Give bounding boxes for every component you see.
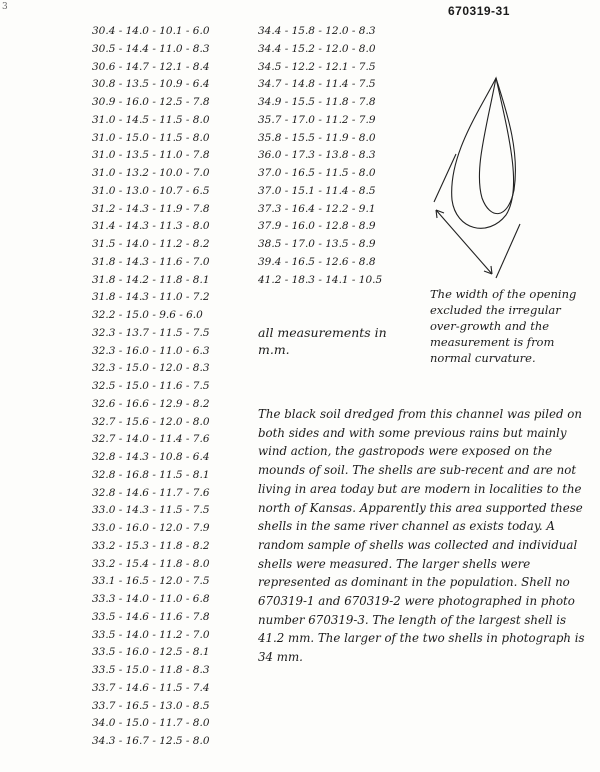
measurement-row: 33.1 - 16.5 - 12.0 - 7.5 bbox=[92, 575, 210, 588]
measurement-row: 32.8 - 14.3 - 10.8 - 6.4 bbox=[92, 451, 210, 463]
measurement-row: 32.5 - 15.0 - 11.6 - 7.5 bbox=[92, 380, 210, 392]
measurement-row: 32.3 - 13.7 - 11.5 - 7.5 bbox=[92, 326, 210, 339]
measurement-row: 33.5 - 15.0 - 11.8 - 8.3 bbox=[92, 664, 210, 676]
measurement-row: 33.7 - 16.5 - 13.0 - 8.5 bbox=[92, 699, 210, 712]
measurement-row: 37.3 - 16.4 - 12.2 - 9.1 bbox=[258, 202, 376, 215]
measurement-row: 33.5 - 16.0 - 12.5 - 8.1 bbox=[92, 646, 210, 659]
measurement-row: 41.2 - 18.3 - 14.1 - 10.5 bbox=[258, 273, 383, 286]
measurement-column-right bbox=[258, 23, 382, 289]
measurement-row: 31.0 - 14.5 - 11.5 - 8.0 bbox=[92, 113, 210, 126]
measurement-row: 32.3 - 16.0 - 11.0 - 6.3 bbox=[92, 344, 210, 357]
measurement-row: 31.0 - 13.2 - 10.0 - 7.0 bbox=[92, 167, 210, 179]
measurement-row: 34.4 - 15.2 - 12.0 - 8.0 bbox=[258, 42, 376, 55]
measurement-row: 34.9 - 15.5 - 11.8 - 7.8 bbox=[258, 96, 376, 108]
measurement-row: 39.4 - 16.5 - 12.6 - 8.8 bbox=[258, 255, 376, 268]
measurement-row: 30.9 - 16.0 - 12.5 - 7.8 bbox=[92, 96, 210, 108]
measurement-row: 37.0 - 15.1 - 11.4 - 8.5 bbox=[258, 184, 376, 197]
measurement-row: 32.6 - 16.6 - 12.9 - 8.2 bbox=[92, 397, 210, 410]
measurement-row: 34.0 - 15.0 - 11.7 - 8.0 bbox=[92, 717, 210, 730]
measurement-row: 31.8 - 14.3 - 11.0 - 7.2 bbox=[92, 291, 210, 304]
measurement-row: 32.8 - 14.6 - 11.7 - 7.6 bbox=[92, 486, 210, 499]
shell-outline bbox=[452, 78, 514, 228]
measurement-row: 34.3 - 16.7 - 12.5 - 8.0 bbox=[92, 735, 210, 747]
measurement-row: 37.9 - 16.0 - 12.8 - 8.9 bbox=[258, 220, 376, 233]
observation-paragraph: The black soil dredged from this channel was piled on both sides and with some previous rains but mainly wind action, the gastropods were exposed on the mounds of soil. The shells are sub-recent and are not living in area today but are modern in localities to the north of Kansas. Apparently this area supported these shells in the same river channel as exists today. A random sample of shells was collected and individual shells were measured. The larger shells were represented as dominant in the population. Shell no 670319-1 and 670319-2 were photographed in photo number 670319-3. The length of the largest shell is 41.2 mm. The larger of the two shells in photograph is 34 mm. bbox=[258, 407, 585, 665]
measurement-column-left bbox=[92, 23, 210, 751]
measurement-row: 34.7 - 14.8 - 11.4 - 7.5 bbox=[258, 78, 376, 91]
page-corner-mark: 3 bbox=[2, 2, 8, 12]
measurement-row: 35.8 - 15.5 - 11.9 - 8.0 bbox=[258, 131, 376, 144]
measurement-row: 33.5 - 14.0 - 11.2 - 7.0 bbox=[92, 628, 210, 641]
measurement-row: 33.2 - 15.3 - 11.8 - 8.2 bbox=[92, 539, 210, 552]
measurement-row: 33.0 - 16.0 - 12.0 - 7.9 bbox=[92, 522, 210, 534]
measurement-row: 33.7 - 14.6 - 11.5 - 7.4 bbox=[92, 681, 210, 694]
measurement-row: 37.0 - 16.5 - 11.5 - 8.0 bbox=[258, 167, 376, 179]
shell-aperture-sketch bbox=[410, 70, 560, 280]
measurement-row: 30.5 - 14.4 - 11.0 - 8.3 bbox=[92, 42, 210, 55]
measurement-row: 33.5 - 14.6 - 11.6 - 7.8 bbox=[92, 610, 210, 623]
measurement-row: 30.6 - 14.7 - 12.1 - 8.4 bbox=[92, 60, 210, 73]
measurement-row: 31.0 - 13.0 - 10.7 - 6.5 bbox=[92, 184, 210, 197]
measurement-row: 33.2 - 15.4 - 11.8 - 8.0 bbox=[92, 557, 210, 570]
measurement-row: 33.0 - 14.3 - 11.5 - 7.5 bbox=[92, 504, 210, 517]
measurement-row: 32.3 - 15.0 - 12.0 - 8.3 bbox=[92, 362, 210, 375]
measurement-row: 31.8 - 14.3 - 11.6 - 7.0 bbox=[92, 255, 210, 268]
units-note: all measurements in m.m. bbox=[258, 325, 387, 357]
measurement-row: 36.0 - 17.3 - 13.8 - 8.3 bbox=[258, 149, 376, 162]
measurement-row: 31.8 - 14.2 - 11.8 - 8.1 bbox=[92, 273, 210, 286]
diagram-note: The width of the opening excluded the irregular over-growth and the measurement is from normal curvature. bbox=[430, 287, 577, 365]
measurement-row: 30.4 - 14.0 - 10.1 - 6.0 bbox=[92, 25, 210, 37]
measurement-row: 38.5 - 17.0 - 13.5 - 8.9 bbox=[258, 238, 376, 250]
measurement-row: 31.5 - 14.0 - 11.2 - 8.2 bbox=[92, 238, 210, 250]
measure-guide-right bbox=[496, 224, 520, 278]
measurement-row: 34.5 - 12.2 - 12.1 - 7.5 bbox=[258, 60, 376, 73]
measurement-row: 31.2 - 14.3 - 11.9 - 7.8 bbox=[92, 202, 210, 215]
measurement-row: 31.0 - 13.5 - 11.0 - 7.8 bbox=[92, 149, 210, 162]
document-id: 670319-31 bbox=[448, 4, 510, 18]
measure-arrow bbox=[436, 210, 492, 274]
measurement-row: 32.8 - 16.8 - 11.5 - 8.1 bbox=[92, 468, 210, 481]
measurement-row: 31.0 - 15.0 - 11.5 - 8.0 bbox=[92, 131, 210, 144]
measurement-row: 34.4 - 15.8 - 12.0 - 8.3 bbox=[258, 25, 376, 37]
measurement-row: 32.2 - 15.0 - 9.6 - 6.0 bbox=[92, 309, 203, 321]
measurement-row: 32.7 - 15.6 - 12.0 - 8.0 bbox=[92, 415, 210, 428]
measurement-row: 33.3 - 14.0 - 11.0 - 6.8 bbox=[92, 593, 210, 605]
measurement-row: 31.4 - 14.3 - 11.3 - 8.0 bbox=[92, 220, 210, 233]
measurement-row: 35.7 - 17.0 - 11.2 - 7.9 bbox=[258, 113, 376, 126]
measurement-row: 32.7 - 14.0 - 11.4 - 7.6 bbox=[92, 433, 210, 446]
measurement-row: 30.8 - 13.5 - 10.9 - 6.4 bbox=[92, 78, 210, 91]
